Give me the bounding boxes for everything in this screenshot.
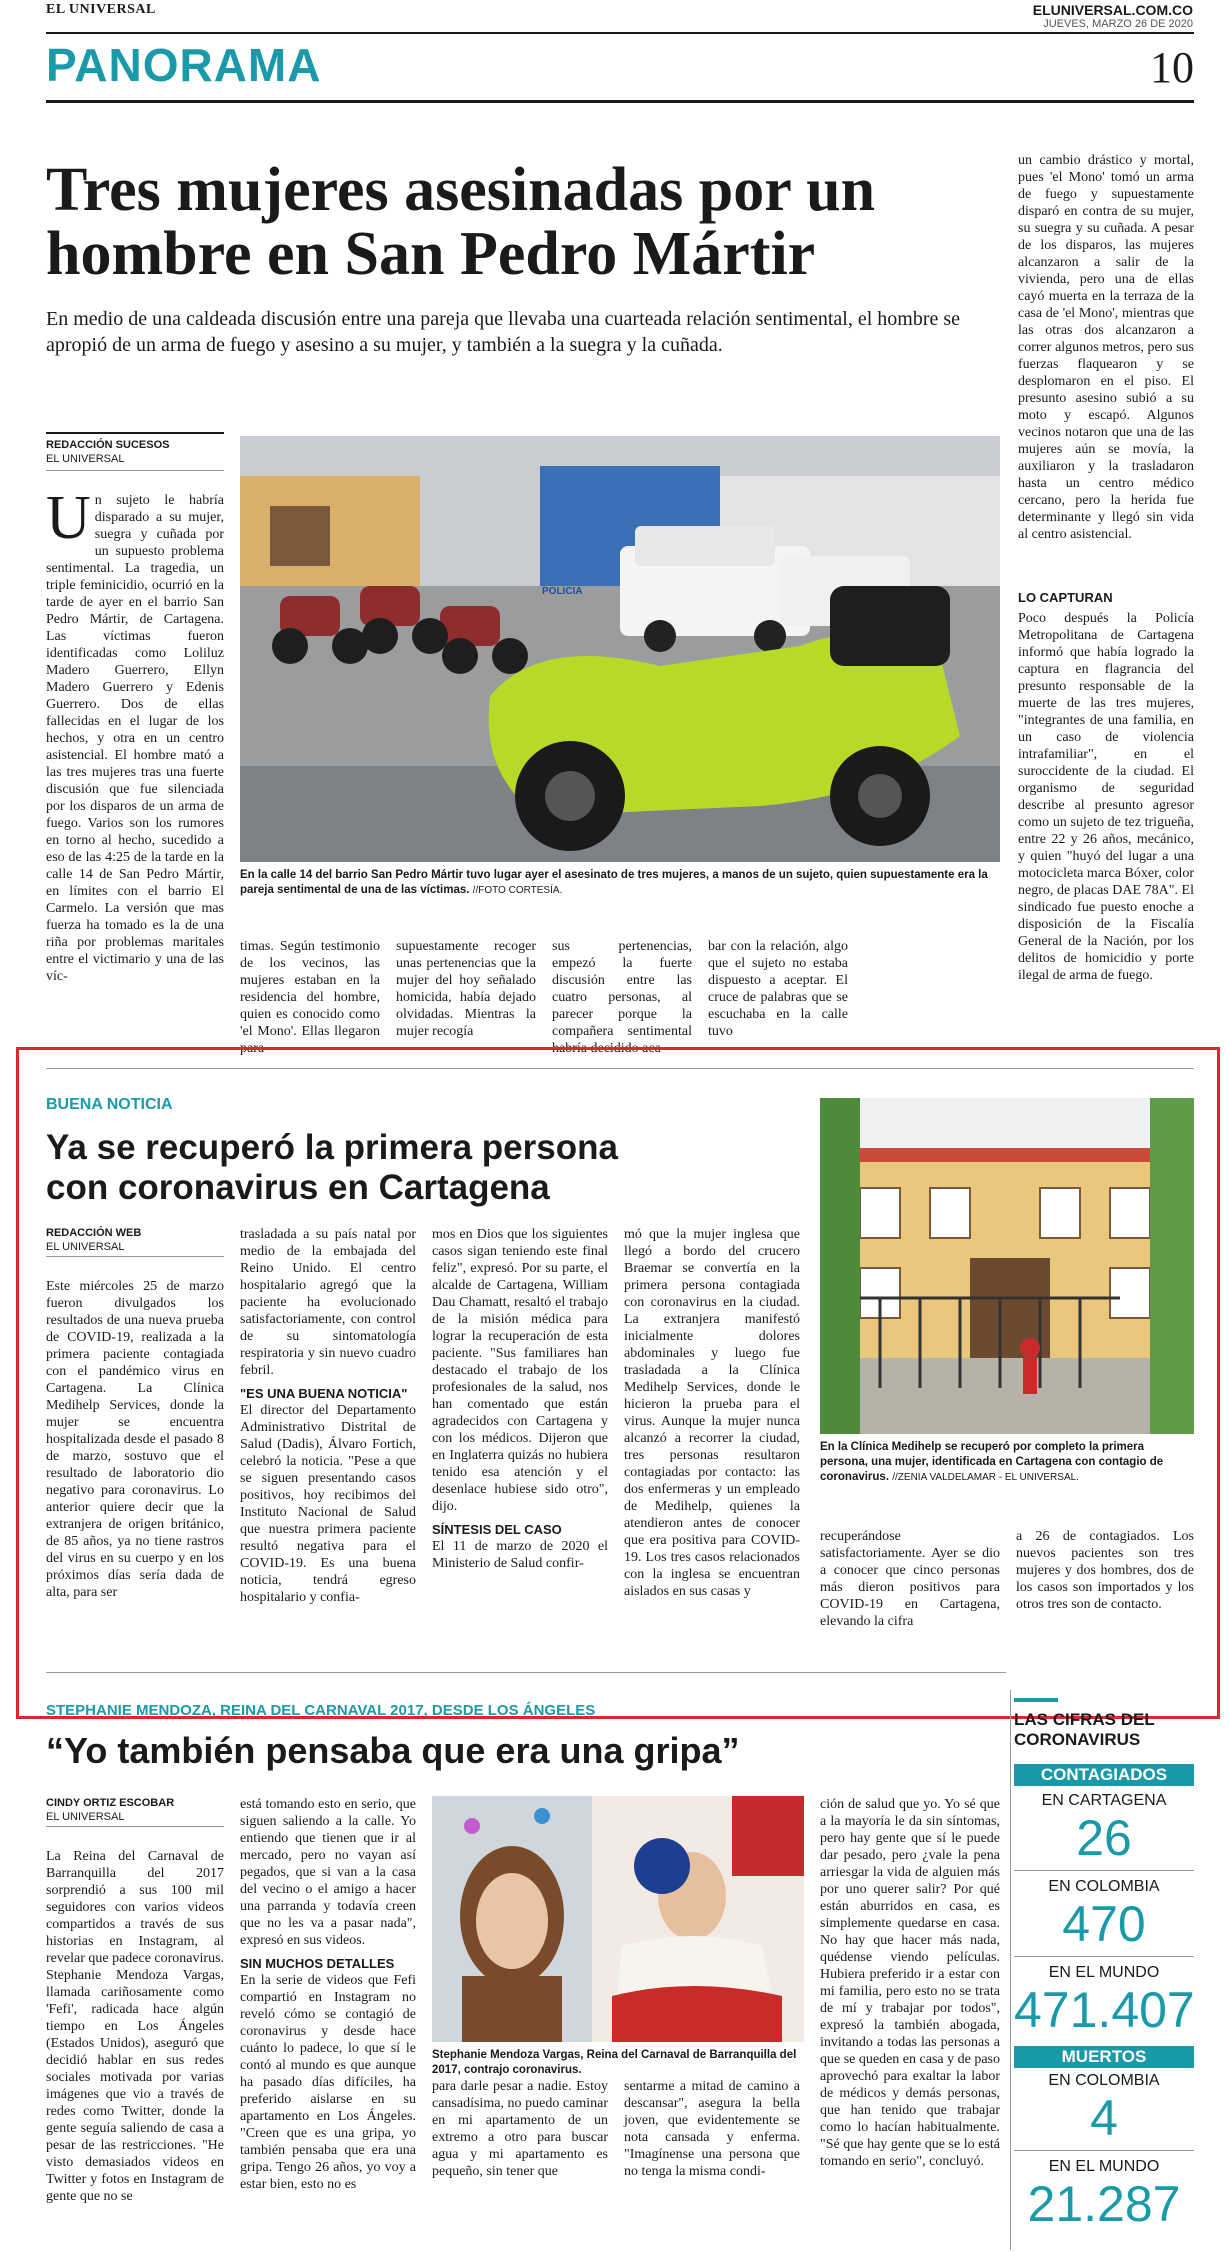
- stats-band-muertos: MUERTOS: [1014, 2046, 1194, 2068]
- stat-rule-2: [1014, 1956, 1194, 1957]
- main-col-5: bar con la relación, algo que el sujeto no estaba dispuesto a aceptar. El cruce de palabras que se escuchaba en la calle tuvo: [708, 939, 848, 1039]
- gripa-col-1: La Reina del Carnaval de Barranquilla del 2017 sorprendió a sus 100 mil seguidores con varios videos compartidos a través de sus historias en Instagram, al revelar que padece coronavirus. Stephanie Mendoza Vargas, llamada cariñosamente como 'Fefi', radicada hace algún tiempo en Los Ángeles (Estados Unidos), aseguró que decidió hablar en sus redes sociales motivada por varias imágenes que vio a través de redes como Twitter, donde la gente seguía saliendo de casa a pesar de las restricciones. "He visto demasiados videos en Twitter y fotos en Instagram de gente que no se: [46, 1849, 225, 2204]
- byline-author: REDACCIÓN SUCESOS: [46, 439, 170, 451]
- stat-rule-3: [1014, 2150, 1194, 2151]
- stats-title-line-2: CORONAVIRUS: [1014, 1730, 1141, 1749]
- dropcap-letter: U: [46, 484, 91, 552]
- good-news-col-5: recuperándose satisfactoriamente. Ayer se dio a conocer que cinco personas más dieron positivos para COVID-19 en Cartagena, elevando la cifra: [820, 1529, 1000, 1629]
- clinic-caption-text: En la Clínica Medihelp se recuperó por completo la primera persona, una mujer, identificada en Cartagena con contagio de coronavirus.: [820, 1441, 1164, 1483]
- stat-label-muertos-mundo: EN EL MUNDO: [1048, 2158, 1160, 2175]
- gripa-caption: Stephanie Mendoza Vargas, Reina del Carnaval de Barranquilla del 2017, contrajo coronavirus.: [432, 2049, 797, 2076]
- main-photo-caption: [240, 868, 1000, 898]
- main-caption-text: En la calle 14 del barrio San Pedro Mártir tuvo lugar ayer el asesinato de tres mujeres, a manos de un sujeto, quien supuestamente era la pareja sentimental de una de las víctimas.: [240, 869, 988, 896]
- good-news-byline-author: REDACCIÓN WEB: [46, 1227, 142, 1239]
- stat-value-cartagena: 26: [1076, 1810, 1132, 1866]
- good-news-headline-line-2: con coronavirus en Cartagena: [46, 1168, 550, 1207]
- main-side-col-bottom: Poco después la Policía Metropolitana de Cartagena informó que había logrado la captura en flagrancia del presunto responsable de la muerte de las tres mujeres, "integrantes de una familia, en un caso de violencia intrafamiliar", en el suroccidente de la ciudad. El organismo de seguridad describe al presunto agresor como un sujeto de tez trigueña, entre 22 y 26 años, mecánico, y quien "huyó del lugar a una motocicleta marca Bóxer, color negro, de placas DAE 78A". El sindicado fue puesto enoche a disposición de la Fiscalía General de la Nación, por los delitos de homicidio y porte ilegal de arma de fuego.: [1018, 611, 1194, 983]
- good-news-headline: [46, 1128, 806, 1208]
- good-news-subhead-1: "ES UNA BUENA NOTICIA": [240, 1386, 408, 1401]
- gripa-col-2a: está tomando esto en serio, que siguen saliendo a la calle. Yo entiendo que tienen que ir al mercado, pero no vayan así pegados, que si van a la casa del vecino o el amigo a hacer una parranda y todavía creen que no les va a pasar nada", expresó en sus videos.: [240, 1797, 416, 1948]
- main-col-1: [46, 484, 224, 984]
- gripa-photo: [432, 1796, 804, 2042]
- main-caption-credit: //FOTO CORTESÍA.: [472, 885, 563, 896]
- main-deck: En medio de una caldeada discusión entre una pareja que llevaba una cuarteada relación sentimental, el hombre se apropió de un arma de fuego y asesino a su mujer, y también a la suegra y la cuñada.: [46, 308, 961, 356]
- stat-value-mundo: 471.407: [1014, 1982, 1195, 2038]
- edition-date: JUEVES, MARZO 26 DE 2020: [1043, 18, 1193, 30]
- main-byline: [46, 438, 224, 466]
- page-number: 10: [1150, 43, 1194, 92]
- good-news-subhead-2: SÍNTESIS DEL CASO: [432, 1522, 562, 1537]
- stephanie-mendoza-image: [432, 1796, 804, 2042]
- stats-accent-bar: [1014, 1698, 1058, 1702]
- main-photo: [240, 436, 1000, 862]
- main-side-subhead: [1018, 590, 1194, 605]
- stat-label-mundo: EN EL MUNDO: [1048, 1964, 1160, 1981]
- stats-title-line-1: LAS CIFRAS DEL: [1014, 1710, 1155, 1729]
- main-col-1-text: n sujeto le habría disparado a su mujer, suegra y cuñada por un supuesto problema sentimental. La tragedia, un triple feminicidio, ocurrió en la tarde de ayer en el barrio San Pedro Mártir, de Cartagena. Las víctimas fueron identificadas como Loliluz Madero Guerrero, Ellyn Madero Guerrero y Edenis Guerrero. Dos de ellas fallecidas en el lugar de los hechos, y otra en un centro asistencial. El hombre mató a las tres mujeres tras una fuerte discusión que fue silenciada por los disparos de un arma de fuego. Varios son los rumores en torno al hecho, sucedido a eso de las 4:25 de la tarde en la calle 14 de San Pedro Mártir, en límites con el barrio El Carmelo. La versión que mas fuerza ha tomado es la de una riña por problemas maritales entre el victimario y una de las víc-: [46, 493, 224, 984]
- section-title: PANORAMA: [46, 39, 322, 91]
- gripa-col-2: [240, 1796, 416, 2244]
- stats-band-contagiados: CONTAGIADOS: [1014, 1764, 1194, 1786]
- gripa-col-4: sentarme a mitad de camino a descansar", asegura la bella joven, que evidentemente se nota cansada y enferma. "Imagínense una persona que no tenga la misma condi-: [624, 2079, 800, 2179]
- newspaper-logo: EL UNIVERSAL: [46, 2, 156, 17]
- main-headline-line-1: Tres mujeres asesinadas por un: [46, 156, 876, 224]
- good-news-bottom-rule: [46, 1672, 1006, 1673]
- good-news-headline-line-1: Ya se recuperó la primera persona: [46, 1128, 618, 1167]
- main-col-3: supuestamente recoger unas pertenencias que la mujer del hoy señalado homicida, había dejado olvidadas. Mientras la mujer recogía: [396, 939, 536, 1039]
- good-news-col-4: mó que la mujer inglesa que llegó a bordo del crucero Braemar se convertía en la primera persona contagiada con coronavirus en la ciudad. La extranjera manifestó inicialmente dolores abdominales y luego fue trasladada a la Clínica Medihelp Services, donde le hicieron la prueba para el virus. Aunque la mujer nunca alcanzó a recorrer la ciudad, tres personas resultaron contagiadas por contacto: las dos enfermeras y un empleado de Medihelp, quienes la atendieron antes de conocer que era positiva para COVID-19. Los tres casos relacionados con la inglesa se encuentran aislados en sus casas y: [624, 1227, 800, 1599]
- stat-rule-1: [1014, 1870, 1194, 1871]
- stat-label-colombia: EN COLOMBIA: [1048, 1878, 1160, 1895]
- good-news-byline-org: EL UNIVERSAL: [46, 1241, 125, 1253]
- stats-title: [1014, 1710, 1194, 1750]
- main-headline: [46, 158, 1006, 286]
- good-news-byline: [46, 1226, 224, 1254]
- gripa-byline-underline: [46, 1826, 224, 1827]
- police-decal: POLICIA: [542, 586, 583, 597]
- gripa-headline: “Yo también pensaba que era una gripa”: [46, 1730, 740, 1771]
- main-side-col-top: un cambio drástico y mortal, pues 'el Mono' tomó un arma de fuego y supuestamente disparó en contra de su mujer, su suegra y su cuñada. A pesar de los disparos, las mujeres alcanzaron a salir de la vivienda, pero una de ellas cayó muerta en la terraza de la casa de 'el Mono', mientras que las otras dos alcanzaron a correr algunos metros, pero sus fuerzas flaquearon y se desplomaron en el piso. El presunto asesino subió a su moto y escapó. Algunos vecinos notaron que una de las mujeres aún se movía, la auxiliaron y la trasladaron hasta un centro médico cercano, pero la herida fue determinante y llegó sin vida al centro asistencial.: [1018, 153, 1194, 542]
- byline-rule: [46, 432, 224, 434]
- lo-capturan-subhead: LO CAPTURAN: [1018, 590, 1113, 605]
- gripa-subhead: SIN MUCHOS DETALLES: [240, 1956, 395, 1971]
- gripa-byline-author: CINDY ORTIZ ESCOBAR: [46, 1797, 175, 1809]
- main-headline-line-2: hombre en San Pedro Mártir: [46, 220, 816, 288]
- stat-value-colombia: 470: [1062, 1896, 1146, 1952]
- clinic-caption: [820, 1440, 1194, 1485]
- gripa-col-2b: En la serie de videos que Fefi compartió en Instagram no reveló cómo se contagió de coronavirus y desde hace cuánto lo padece, lo que sí le contó al mundo es que aunque ha pasado días difíciles, ha preferido aislarse en su apartamento en Los Ángeles. "Creen que es una gripa, yo también pensaba que era una gripa. Tengo 26 años, yo voy a estar bien, esto no es: [240, 1973, 416, 2192]
- good-news-kicker: BUENA NOTICIA: [46, 1096, 173, 1113]
- good-news-col-2: [240, 1226, 416, 1640]
- stat-value-muertos-colombia: 4: [1090, 2090, 1118, 2146]
- clinic-caption-credit: //ZENIA VALDELAMAR - EL UNIVERSAL.: [892, 1472, 1079, 1483]
- stats-divider: [1010, 1690, 1011, 2250]
- good-news-col-2a: trasladada a su país natal por medio de la embajada del Reino Unido. El centro hospitalario agregó que la paciente ha evolucionado satisfactoriamente, con control de su sintomatología respiratoria y sin nuevo cuadro febril.: [240, 1227, 416, 1378]
- gripa-col-5: ción de salud que yo. Yo sé que a la mayoría le da sin síntomas, pero hay gente que sí le puede dar pesado, pero ¿vale la pena arriesgar la vida de alguien más por uno querer salir? Por qué están aburridos en casa, es simplemente quedarse en casa. No hay que hacer más nada, quédense viendo películas. Hubiera preferido ir a estar con mi familia, pero esto no se trata de mí y trabajar por todos", expresó la también abogada, invitando a todas las personas a que se queden en casa y de paso aprovechó para exaltar la labor de médicos y demás personas, que han tenido que trabajar como lo hacían habitualmente. "Sé que hay gente que se lo está tomando en serio", concluyó.: [820, 1797, 1000, 2169]
- main-col-2: timas. Según testimonio de los vecinos, las mujeres estaban en la residencia del hombre, quien es conocido como 'el Mono'. Ellas llegaron para: [240, 939, 380, 1056]
- stat-label-muertos-colombia: EN COLOMBIA: [1048, 2072, 1160, 2089]
- stat-value-muertos-mundo: 21.287: [1027, 2176, 1181, 2232]
- clinic-image: [820, 1098, 1194, 1434]
- gripa-col-3: para darle pesar a nadie. Estoy cansadísima, no puedo caminar en mi apartamento de un extremo a otro para buscar agua y mi apartamento es pequeño, sin tener que: [432, 2079, 608, 2179]
- byline-org: EL UNIVERSAL: [46, 453, 125, 465]
- stat-label-cartagena: EN CARTAGENA: [1041, 1792, 1167, 1809]
- site-url: ELUNIVERSAL.COM.CO: [1032, 2, 1193, 18]
- gripa-byline-org: EL UNIVERSAL: [46, 1811, 125, 1823]
- masthead-rule: [46, 32, 1194, 34]
- byline-underline: [46, 470, 224, 471]
- crime-scene-image: [240, 436, 1000, 862]
- good-news-col-2b: El director del Departamento Administrativo Distrital de Salud (Dadis), Álvaro Fortich, celebró la noticia. "Pese a que se siguen presentando casos positivos, hoy recibimos del Instituto Nacional de Salud que nuestra primera paciente resultó negativa para el COVID-19. Es una buena noticia, tendrá egreso hospitalario y confia-: [240, 1403, 416, 1605]
- main-col-4: sus pertenencias, empezó la fuerte discusión entre las cuatro personas, al parecer porque la compañera sentimental habría decidido aca-: [552, 939, 692, 1056]
- good-news-col-3a: mos en Dios que los siguientes casos sigan teniendo este final feliz", expresó. Por su parte, el alcalde de Cartagena, William Dau Chamatt, resaltó el trabajo de la misión médica para lograr la recuperación de esta paciente. "Sus familiares han destacado el trabajo de los profesionales de la salud, nos han comentado que están agradecidos con Cartagena y con los médicos. Dijeron que en Inglaterra quizás no hubiera tenido esa atención y el desenlace hubiese sido otro", dijo.: [432, 1227, 608, 1514]
- good-news-col-6: a 26 de contagiados. Los nuevos pacientes son tres mujeres y dos hombres, dos de los casos son importados y los otros tres son de contacto.: [1016, 1529, 1194, 1612]
- clinic-photo: [820, 1098, 1194, 1434]
- good-news-col-3b: El 11 de marzo de 2020 el Ministerio de Salud confir-: [432, 1539, 608, 1571]
- good-news-col-1: Este miércoles 25 de marzo fueron divulgados los resultados de una nueva prueba de COVID-19, realizada a la primera paciente contagiada con el pandémico virus en Cartagena. La Clínica Medihelp Services, donde la mujer se encuentra hospitalizada desde el pasado 8 de marzo, sostuvo que el resultado de laboratorio dio negativo para coronavirus. Lo anterior quiere decir que la extranjera de origen británico, de 85 años, ya no tiene rastros del virus en su cuerpo y en los próximos días sería dada de alta, para ser: [46, 1279, 224, 1600]
- section-rule: [46, 100, 1194, 103]
- good-news-byline-underline: [46, 1256, 224, 1257]
- gripa-kicker: STEPHANIE MENDOZA, REINA DEL CARNAVAL 2017, DESDE LOS ÁNGELES: [46, 1702, 596, 1719]
- gripa-byline: [46, 1796, 224, 1824]
- good-news-col-3: [432, 1226, 608, 1640]
- good-news-top-rule: [46, 1068, 1194, 1069]
